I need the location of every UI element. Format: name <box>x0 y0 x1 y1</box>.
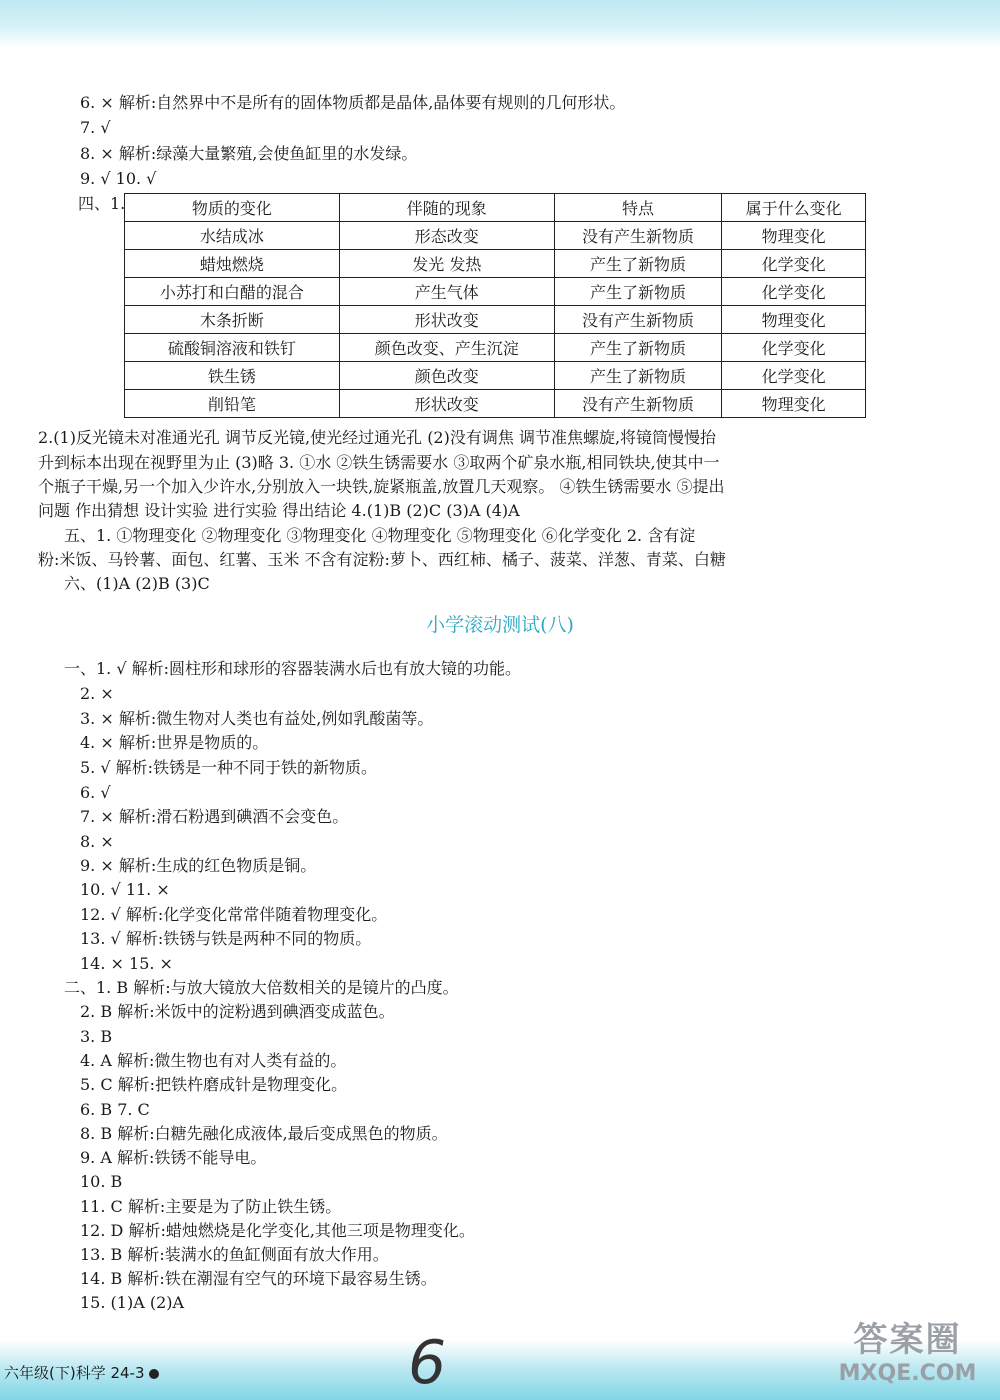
table-cell: 小苏打和白醋的混合 <box>125 278 340 306</box>
watermark <box>820 1312 995 1386</box>
table-cell: 产生了新物质 <box>554 278 721 306</box>
change-classification-table <box>124 193 866 418</box>
answer-line: 2. × <box>80 684 114 703</box>
answer-7: 7. √ <box>80 118 111 137</box>
table-cell: 物理变化 <box>722 306 866 334</box>
table-cell: 颜色改变、产生沉淀 <box>339 334 554 362</box>
table-cell: 产生了新物质 <box>554 250 721 278</box>
watermark-logo: 答案圈 <box>853 1320 962 1360</box>
answer-paragraph-line: 2.(1)反光镜未对准通光孔 调节反光镜,使光经过通光孔 (2)没有调焦 调节准焦螺旋,将镜筒慢慢抬 <box>38 428 717 447</box>
table-header: 物质的变化 <box>125 194 340 222</box>
table-cell: 形状改变 <box>339 390 554 418</box>
table-cell: 形状改变 <box>339 306 554 334</box>
section-4-label: 四、1. <box>78 194 126 213</box>
answer-line: 11. C 解析:主要是为了防止铁生锈。 <box>80 1197 342 1216</box>
table-row <box>125 362 866 390</box>
table-cell: 化学变化 <box>722 250 866 278</box>
answer-line: 6. √ <box>80 783 111 802</box>
watermark-url: MXQE.COM <box>838 1361 977 1386</box>
table-cell: 没有产生新物质 <box>554 390 721 418</box>
table-cell: 化学变化 <box>722 362 866 390</box>
answer-line: 6. B 7. C <box>80 1100 150 1119</box>
table-row <box>125 278 866 306</box>
answer-line: 一、1. √ 解析:圆柱形和球形的容器装满水后也有放大镜的功能。 <box>64 659 522 678</box>
table-row <box>125 334 866 362</box>
answer-line: 14. × 15. × <box>80 954 173 973</box>
table-header: 属于什么变化 <box>722 194 866 222</box>
footer-label: 六年级(下)科学 24-3 <box>4 1364 145 1382</box>
answer-line: 14. B 解析:铁在潮湿有空气的环境下最容易生锈。 <box>80 1269 437 1288</box>
table-cell: 物理变化 <box>722 390 866 418</box>
table-cell: 水结成冰 <box>125 222 340 250</box>
table-cell: 铁生锈 <box>125 362 340 390</box>
table-cell: 硫酸铜溶液和铁钉 <box>125 334 340 362</box>
answer-line: 5. √ 解析:铁锈是一种不同于铁的新物质。 <box>80 758 378 777</box>
bullet-dot-icon <box>149 1369 159 1379</box>
answer-line: 9. A 解析:铁锈不能导电。 <box>80 1148 267 1167</box>
page-footer <box>4 1362 159 1383</box>
table-cell: 产生了新物质 <box>554 334 721 362</box>
table-header-row <box>125 194 866 222</box>
answer-paragraph-line: 粉:米饭、马铃薯、面包、红薯、玉米 不含有淀粉:萝卜、西红柿、橘子、菠菜、洋葱、青菜、白糖 <box>38 550 726 569</box>
answer-line: 3. × 解析:微生物对人类也有益处,例如乳酸菌等。 <box>80 709 434 728</box>
answer-line: 8. × <box>80 832 114 851</box>
answer-line: 12. √ 解析:化学变化常常伴随着物理变化。 <box>80 905 388 924</box>
table-cell: 没有产生新物质 <box>554 222 721 250</box>
answer-line: 13. √ 解析:铁锈与铁是两种不同的物质。 <box>80 929 372 948</box>
answer-line: 4. A 解析:微生物也有对人类有益的。 <box>80 1051 347 1070</box>
answer-line: 10. √ 11. × <box>80 880 170 899</box>
answer-line: 15. (1)A (2)A <box>80 1293 185 1312</box>
answer-line: 10. B <box>80 1172 123 1191</box>
table-cell: 削铅笔 <box>125 390 340 418</box>
answer-line: 12. D 解析:蜡烛燃烧是化学变化,其他三项是物理变化。 <box>80 1221 475 1240</box>
answer-line: 2. B 解析:米饭中的淀粉遇到碘酒变成蓝色。 <box>80 1002 395 1021</box>
answer-line: 7. × 解析:滑石粉遇到碘酒不会变色。 <box>80 807 349 826</box>
table-header: 特点 <box>554 194 721 222</box>
table-cell: 化学变化 <box>722 334 866 362</box>
answer-9-10: 9. √ 10. √ <box>80 169 157 188</box>
table-cell: 形态改变 <box>339 222 554 250</box>
table-cell: 化学变化 <box>722 278 866 306</box>
answer-line: 13. B 解析:装满水的鱼缸侧面有放大作用。 <box>80 1245 389 1264</box>
table-cell: 没有产生新物质 <box>554 306 721 334</box>
answer-line: 4. × 解析:世界是物质的。 <box>80 733 269 752</box>
answer-8: 8. × 解析:绿藻大量繁殖,会使鱼缸里的水发绿。 <box>80 144 418 163</box>
answer-6: 6. × 解析:自然界中不是所有的固体物质都是晶体,晶体要有规则的几何形状。 <box>80 93 626 112</box>
answer-line: 9. × 解析:生成的红色物质是铜。 <box>80 856 317 875</box>
table-cell: 发光 发热 <box>339 250 554 278</box>
answer-line: 3. B <box>80 1027 113 1046</box>
answer-paragraph-line: 个瓶子干燥,另一个加入少许水,分别放入一块铁,旋紧瓶盖,放置几天观察。 ④铁生锈需要水 ⑤提出 <box>38 477 725 496</box>
top-decor-band <box>0 0 1000 48</box>
table-cell: 蜡烛燃烧 <box>125 250 340 278</box>
table-row <box>125 250 866 278</box>
answer-paragraph-line: 六、(1)A (2)B (3)C <box>64 574 210 593</box>
table-cell: 产生气体 <box>339 278 554 306</box>
table-cell: 产生了新物质 <box>554 362 721 390</box>
table-cell: 木条折断 <box>125 306 340 334</box>
answer-paragraph-line: 五、1. ①物理变化 ②物理变化 ③物理变化 ④物理变化 ⑤物理变化 ⑥化学变化 2. 含有淀 <box>64 526 696 545</box>
answer-line: 二、1. B 解析:与放大镜放大倍数相关的是镜片的凸度。 <box>64 978 459 997</box>
answer-paragraph-line: 升到标本出现在视野里为止 (3)略 3. ①水 ②铁生锈需要水 ③取两个矿泉水瓶,相同铁块,使其中一 <box>38 453 720 472</box>
table-row <box>125 222 866 250</box>
section-title: 小学滚动测试(八) <box>426 614 574 636</box>
table-row <box>125 390 866 418</box>
table-header: 伴随的现象 <box>339 194 554 222</box>
table-cell: 物理变化 <box>722 222 866 250</box>
answer-line: 5. C 解析:把铁杵磨成针是物理变化。 <box>80 1075 348 1094</box>
table-row <box>125 306 866 334</box>
handwritten-page-number: 6 <box>408 1328 447 1398</box>
answer-paragraph-line: 问题 作出猜想 设计实验 进行实验 得出结论 4.(1)B (2)C (3)A (4)A <box>38 501 520 520</box>
table-cell: 颜色改变 <box>339 362 554 390</box>
answer-line: 8. B 解析:白糖先融化成液体,最后变成黑色的物质。 <box>80 1124 448 1143</box>
